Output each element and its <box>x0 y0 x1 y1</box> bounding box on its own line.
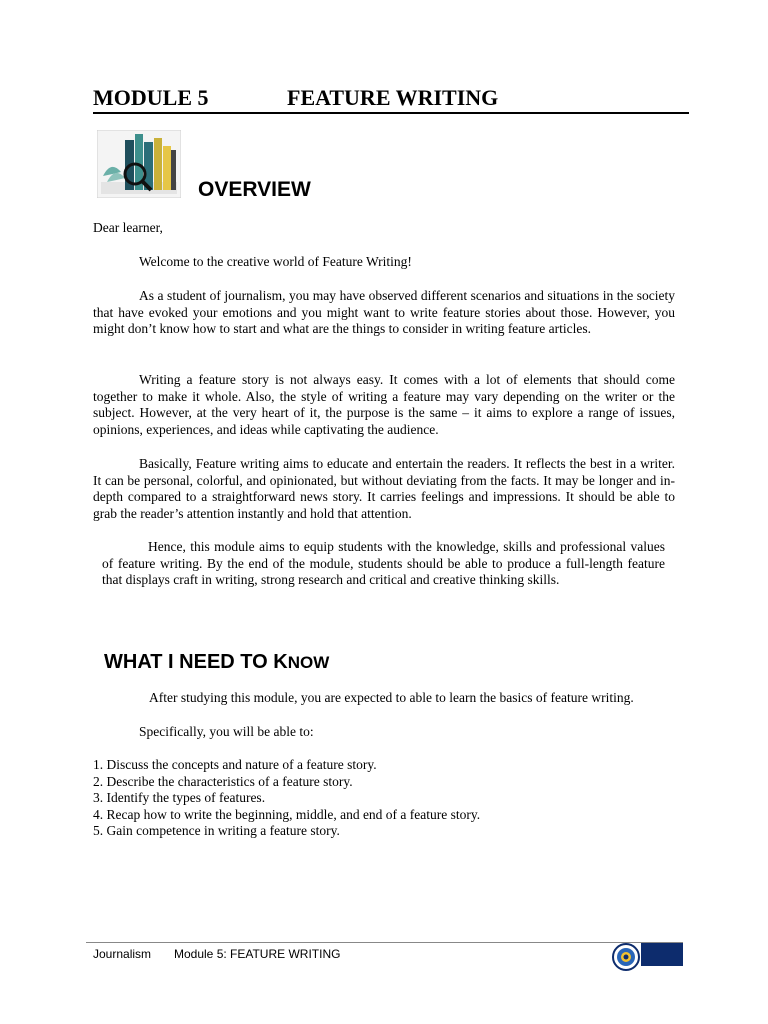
brand-block <box>641 943 683 966</box>
list-item: 3. Identify the types of features. <box>93 790 266 806</box>
need-intro: After studying this module, you are expected to able to learn the basics of feature writing. <box>149 690 634 705</box>
module-title: FEATURE WRITING <box>287 85 499 110</box>
paragraph-welcome: Welcome to the creative world of Feature Writing! <box>139 254 412 269</box>
deped-seal-icon <box>612 943 640 971</box>
overview-heading: OVERVIEW <box>198 178 311 201</box>
footer-subject: Journalism <box>93 947 152 961</box>
need-heading-tail: NOW <box>287 653 330 672</box>
list-item: 2. Describe the characteristics of a feature story. <box>93 773 353 789</box>
module-title-bar <box>93 84 689 114</box>
paragraph-student: As a student of journalism, you may have observed different scenarios and situations in the society that have evoked your emotions and you might want to write feature stories about those. However, you might don’t know how to start and what are the things to consider in writing feature articles. <box>93 288 675 337</box>
need-specifically: Specifically, you will be able to: <box>139 724 314 739</box>
greeting: Dear learner, <box>93 220 163 235</box>
footer-module: Module 5: FEATURE WRITING <box>174 947 341 961</box>
paragraph-writing: Writing a feature story is not always easy. It comes with a lot of elements that should come together to make it whole. Also, the style of writing a feature may vary depending on the writer or the subject. However, at the very heart of it, the purpose is the same – it aims to explore a range of issues, opinions, experiences, and ideas while captivating the audience. <box>93 372 675 437</box>
paragraph-basically: Basically, Feature writing aims to educate and entertain the readers. It reflects the best in a writer. It can be personal, colorful, and opinionated, but without deviating from the facts. It may be longer and in-depth compared to a straightforward news story. It carries feelings and impressions. It should be able to grab the reader’s attention instantly and hold that attention. <box>93 456 675 521</box>
list-item: 4. Recap how to write the beginning, middle, and end of a feature story. <box>93 806 481 822</box>
footer-divider <box>86 942 683 943</box>
list-item: 5. Gain competence in writing a feature story. <box>93 823 340 839</box>
objectives-list <box>93 757 653 840</box>
module-label: MODULE 5 <box>93 85 209 110</box>
need-heading-main: WHAT I NEED TO K <box>104 651 288 673</box>
list-item: 1. Discuss the concepts and nature of a feature story. <box>93 757 377 772</box>
paragraph-hence: Hence, this module aims to equip students with the knowledge, skills and professional values of feature writing. By the end of the module, students should be able to produce a full-length feature that displays craft in writing, strong research and critical and creative thinking skills. <box>102 539 665 588</box>
need-to-know-heading <box>104 649 329 676</box>
books-magnifier-icon <box>97 130 181 198</box>
